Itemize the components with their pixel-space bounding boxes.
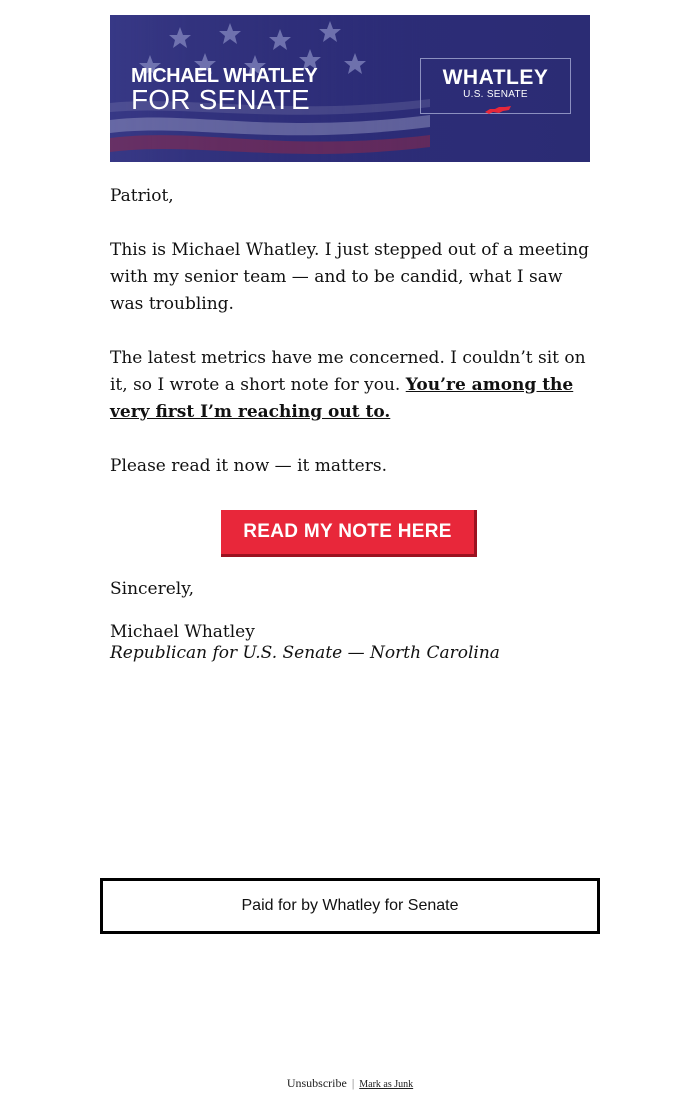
paragraph-intro: This is Michael Whatley. I just stepped out of a meeting with my senior team — and to be candid, what I saw was troubling.	[110, 240, 590, 314]
signature-name: Michael Whatley	[110, 622, 255, 642]
paragraph-urge: Please read it now — it matters.	[110, 456, 387, 476]
campaign-wordmark	[131, 65, 317, 113]
paragraph-concern-text: The latest metrics have me concerned. I couldn’t sit on it, so I wrote a short note for you.	[110, 348, 586, 395]
email-footer	[0, 1076, 700, 1091]
signature-block	[110, 622, 500, 664]
paragraph-concern	[110, 345, 600, 426]
wordmark-line2: FOR SENATE	[131, 84, 310, 115]
unsubscribe-link[interactable]: Unsubscribe	[286, 1076, 347, 1090]
paid-for-disclaimer: Paid for by Whatley for Senate	[100, 878, 600, 934]
logo-main-text: WHATLEY	[442, 66, 549, 89]
emphasis-link[interactable]: You’re among the very first I’m reaching out to.	[110, 375, 574, 422]
email-body	[110, 183, 600, 507]
north-carolina-icon	[485, 106, 511, 114]
signoff: Sincerely,	[110, 579, 194, 599]
campaign-banner	[110, 15, 590, 162]
logo-sub-text: U.S. SENATE	[463, 89, 528, 100]
footer-separator: |	[351, 1076, 355, 1090]
signature-title: Republican for U.S. Senate — North Carolina	[110, 643, 500, 663]
senate-logo	[420, 58, 571, 114]
wordmark-line1: MICHAEL WHATLEY	[131, 65, 318, 87]
greeting: Patriot,	[110, 186, 174, 206]
mark-junk-link[interactable]: Mark as Junk	[359, 1079, 414, 1090]
read-note-button[interactable]: READ MY NOTE HERE	[221, 510, 477, 557]
